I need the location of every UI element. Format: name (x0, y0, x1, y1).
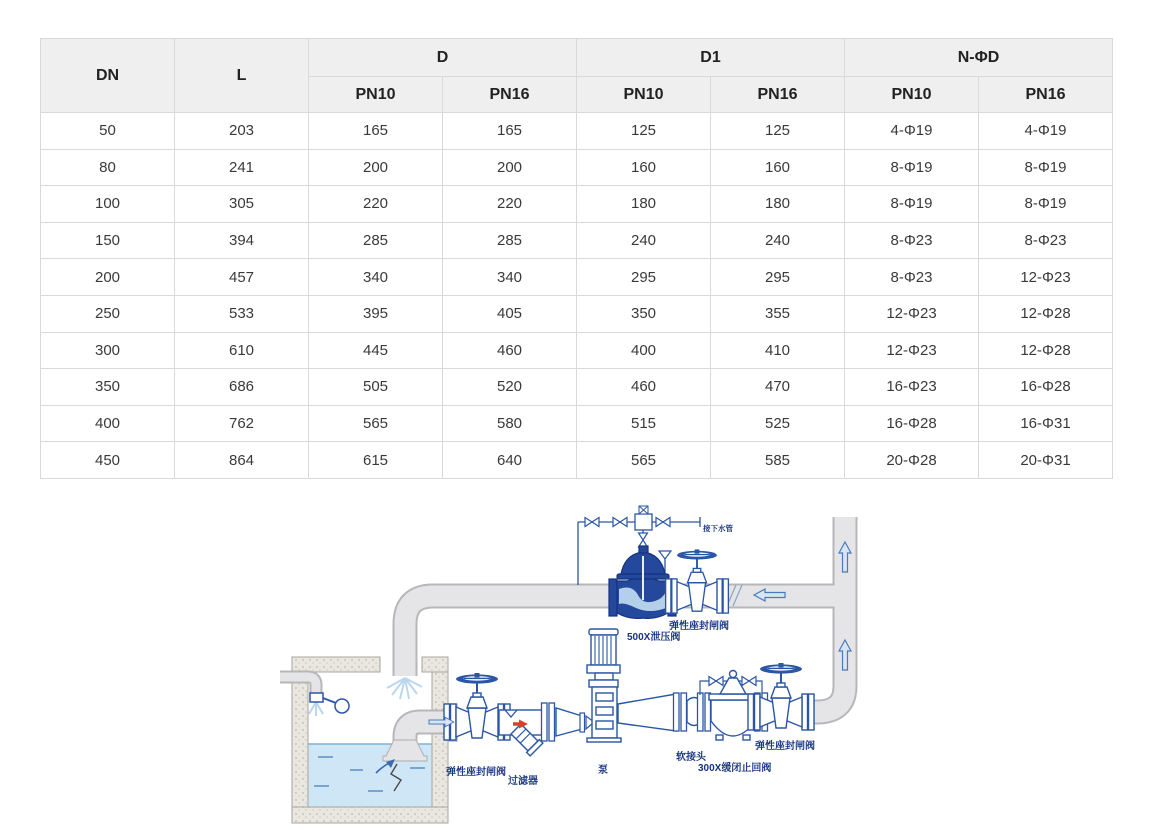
header-cell-d1: D1 (577, 39, 845, 77)
table-cell: 12-Φ23 (979, 259, 1113, 296)
table-cell: 8-Φ19 (845, 186, 979, 223)
table-cell: 125 (711, 113, 845, 150)
table-cell: 250 (41, 295, 175, 332)
table-cell: 165 (309, 113, 443, 150)
label-drain-pipe: 接下水管 (703, 524, 733, 533)
pilot-box (635, 514, 652, 530)
table-cell: 445 (309, 332, 443, 369)
table-header (41, 39, 1113, 113)
table-cell: 460 (577, 369, 711, 406)
dimension-table (40, 38, 1113, 479)
table-cell: 8-Φ23 (845, 222, 979, 259)
table-row (41, 295, 1113, 332)
pump (587, 629, 621, 742)
header-cell-pn: PN10 (577, 77, 711, 113)
table-cell: 350 (41, 369, 175, 406)
table-cell: 565 (577, 442, 711, 479)
table-row (41, 405, 1113, 442)
table-cell: 505 (309, 369, 443, 406)
label-gate-valve-top: 弹性座封闸阀 (669, 621, 729, 632)
table-cell: 394 (175, 222, 309, 259)
header-cell-pn: PN10 (309, 77, 443, 113)
table-row (41, 186, 1113, 223)
table-cell: 305 (175, 186, 309, 223)
table-cell: 340 (309, 259, 443, 296)
table-cell: 355 (711, 295, 845, 332)
table-row (41, 149, 1113, 186)
strainer (499, 703, 555, 756)
table-cell: 4-Φ19 (845, 113, 979, 150)
table-cell: 20-Φ31 (979, 442, 1113, 479)
reducer-cone (556, 708, 582, 736)
table-cell: 220 (443, 186, 577, 223)
table-cell: 400 (41, 405, 175, 442)
table-cell: 12-Φ28 (979, 295, 1113, 332)
table-cell: 285 (443, 222, 577, 259)
flange-pair (542, 703, 555, 741)
table-cell: 4-Φ19 (979, 113, 1113, 150)
label-gate-valve-left: 弹性座封闸阀 (446, 767, 506, 778)
table-body (41, 113, 1113, 479)
table-cell: 150 (41, 222, 175, 259)
table-cell: 12-Φ23 (845, 295, 979, 332)
table-cell: 400 (577, 332, 711, 369)
table-cell: 16-Φ28 (845, 405, 979, 442)
table-row (41, 442, 1113, 479)
pump-outlet-cone (618, 694, 676, 731)
table-cell: 200 (443, 149, 577, 186)
table-cell: 220 (309, 186, 443, 223)
table-cell: 350 (577, 295, 711, 332)
table-cell: 405 (443, 295, 577, 332)
table-cell: 16-Φ31 (979, 405, 1113, 442)
table-cell: 640 (443, 442, 577, 479)
table-cell: 300 (41, 332, 175, 369)
table-cell: 241 (175, 149, 309, 186)
header-cell-d: D (309, 39, 577, 77)
table-cell: 50 (41, 113, 175, 150)
gate-valve-top (666, 549, 729, 613)
header-cell-dn: DN (41, 39, 175, 113)
table-cell: 864 (175, 442, 309, 479)
header-cell-pn: PN16 (443, 77, 577, 113)
header-cell-pn: PN10 (845, 77, 979, 113)
table-cell: 460 (443, 332, 577, 369)
table-cell: 200 (41, 259, 175, 296)
table-cell: 20-Φ28 (845, 442, 979, 479)
label-flexible-joint: 软接头 (676, 752, 706, 763)
table-cell: 8-Φ19 (979, 149, 1113, 186)
table-row (41, 259, 1113, 296)
table-cell: 16-Φ28 (979, 369, 1113, 406)
installation-diagram (0, 488, 1151, 830)
table-cell: 160 (711, 149, 845, 186)
table-cell: 457 (175, 259, 309, 296)
table-cell: 565 (309, 405, 443, 442)
table-cell: 240 (711, 222, 845, 259)
table-cell: 125 (577, 113, 711, 150)
table-cell: 520 (443, 369, 577, 406)
table-cell: 80 (41, 149, 175, 186)
table-cell: 8-Φ19 (845, 149, 979, 186)
table-cell: 165 (443, 113, 577, 150)
table-row (41, 369, 1113, 406)
table-cell: 203 (175, 113, 309, 150)
table-cell: 8-Φ23 (845, 259, 979, 296)
float-ball (335, 699, 349, 713)
table-cell: 580 (443, 405, 577, 442)
header-cell-pn: PN16 (711, 77, 845, 113)
table-cell: 395 (309, 295, 443, 332)
pilot-funnel (659, 551, 671, 559)
flange-pair (674, 693, 687, 731)
table-cell: 240 (577, 222, 711, 259)
small-flange (580, 713, 585, 732)
table-cell: 686 (175, 369, 309, 406)
table-cell: 180 (577, 186, 711, 223)
table-cell: 295 (711, 259, 845, 296)
table-cell: 585 (711, 442, 845, 479)
label-strainer: 过滤器 (508, 776, 538, 787)
table-cell: 12-Φ23 (845, 332, 979, 369)
label-relief-valve: 500X泄压阀 (627, 632, 681, 643)
table-cell: 610 (175, 332, 309, 369)
table-cell: 8-Φ23 (979, 222, 1113, 259)
table-row (41, 113, 1113, 150)
table-cell: 180 (711, 186, 845, 223)
label-pump: 泵 (598, 765, 608, 776)
header-cell-pn: PN16 (979, 77, 1113, 113)
label-gate-valve-right: 弹性座封闸阀 (755, 741, 815, 752)
table-cell: 410 (711, 332, 845, 369)
table-cell: 160 (577, 149, 711, 186)
table-row (41, 222, 1113, 259)
table-cell: 8-Φ19 (979, 186, 1113, 223)
table-cell: 100 (41, 186, 175, 223)
header-cell-nphid: N-ΦD (845, 39, 1113, 77)
label-check-valve: 300X缓闭止回阀 (698, 763, 772, 774)
table-cell: 525 (711, 405, 845, 442)
table-cell: 340 (443, 259, 577, 296)
table-cell: 615 (309, 442, 443, 479)
table-cell: 533 (175, 295, 309, 332)
table-cell: 762 (175, 405, 309, 442)
table-cell: 295 (577, 259, 711, 296)
table-cell: 450 (41, 442, 175, 479)
table-cell: 515 (577, 405, 711, 442)
table-cell: 285 (309, 222, 443, 259)
header-cell-l: L (175, 39, 309, 113)
table-cell: 200 (309, 149, 443, 186)
table-cell: 16-Φ23 (845, 369, 979, 406)
table-cell: 12-Φ28 (979, 332, 1113, 369)
table-row (41, 332, 1113, 369)
pilot-top-valve (639, 506, 648, 514)
table-cell: 470 (711, 369, 845, 406)
gate-valve-right (748, 663, 814, 730)
